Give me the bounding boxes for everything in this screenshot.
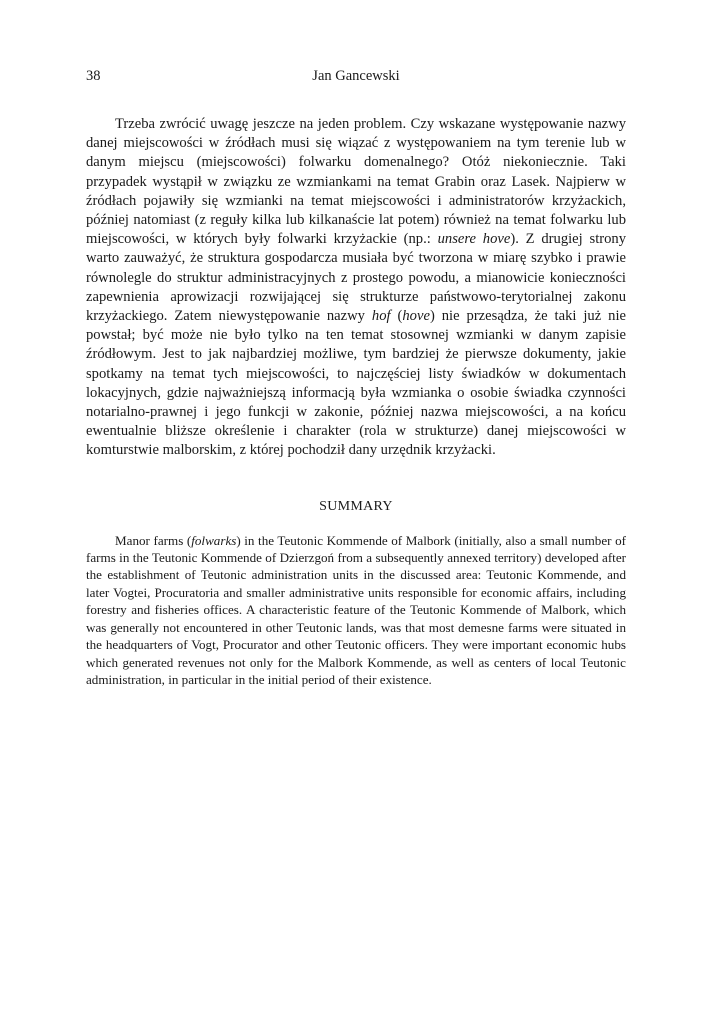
- body-paragraph: [86, 115, 626, 461]
- body-text-run: Trzeba zwrócić uwagę jeszcze na jeden problem. Czy wskazane występowanie nazwy danej miejscowości w źródłach musi się wiązać z występowaniem na tym terenie lub w danym miejscu (miejscowości) folwarku domenalnego? Otóż niekoniecznie. Taki przypadek wystąpił w związku ze wzmiankami na temat Grabin oraz Lasek. Najpierw w źródłach pojawiły się wzmianki na temat miejscowości i administratorów krzyżackich, później natomiast (z reguły kilka lub kilkanaście lat potem) również na temat folwarku lub miejscowości, w których były folwarki krzyżackie (np.:: [86, 116, 626, 248]
- summary-heading: SUMMARY: [319, 498, 393, 514]
- body-italic-term: unsere hove: [437, 231, 511, 248]
- body-text-run: (: [390, 308, 403, 325]
- body-text-run: ) nie przesądza, że taki już nie powstał; być może nie było tylko na ten temat stosownej wzmianki w danym zapisie źródłowym. Jest to jak najbardziej możliwe, tym bardziej że pierwsze dokumenty, jakie spotkamy na temat tych miejscowości, to najczęściej listy świadków w dokumentach lokacyjnych, gdzie najważniejszą informacją była wzmianka o osobie świadka czynności notarialno-prawnej i jego funkcji w zakonie, później nazwa miejscowości, a na końcu ewentualnie bliższe określenie i charakter (rola w strukturze) danej miejscowości w komturstwie malborskim, z której pochodził dany urzędnik krzyżacki.: [86, 308, 626, 459]
- body-italic-term: hove: [402, 308, 430, 325]
- summary-text-run: Manor farms (: [115, 532, 192, 548]
- document-page: [86, 68, 626, 688]
- page-number: 38: [86, 68, 101, 84]
- body-text: [86, 115, 626, 461]
- summary-text-run: ) in the Teutonic Kommende of Malbork (initially, also a small number of farms in the Teutonic Kommende of Dzierzgoń from a subsequently annexed territory) developed after the establishment of Teutonic administration units in the discussed area: Teutonic Kommende, and later Vogtei, Procuratoria and smaller administrative units responsible for economic affairs, including forestry and fisheries offices. A characteristic feature of the Teutonic Kommende of Malbork, which was generally not encountered in other Teutonic lands, was that most demesne farms were situated in the headquarters of Vogt, Procurator and other Teutonic officers. They were important economic hubs which generated revenues not only for the Malbork Kommende, as well as centers of local Teutonic administration, in particular in the initial period of their existence.: [86, 532, 626, 687]
- running-head: Jan Gancewski: [312, 68, 400, 84]
- summary-italic-term: folwarks: [191, 532, 237, 548]
- summary-text: [86, 532, 626, 689]
- body-italic-term: hof: [371, 308, 391, 325]
- page-header: [86, 68, 626, 92]
- body-text-run: ). Z drugiej strony warto zauważyć, że struktura gospodarcza musiała być tworzona w miarę szybko i prawie równolegle do struktur administracyjnych z prostego powodu, a mianowicie konieczności zapewnienia aprowizacji rozwijającej się strukturze państwowo-terytorialnej zakonu krzyżackiego. Zatem niewystępowanie nazwy: [86, 231, 626, 325]
- summary-paragraph: [86, 532, 626, 689]
